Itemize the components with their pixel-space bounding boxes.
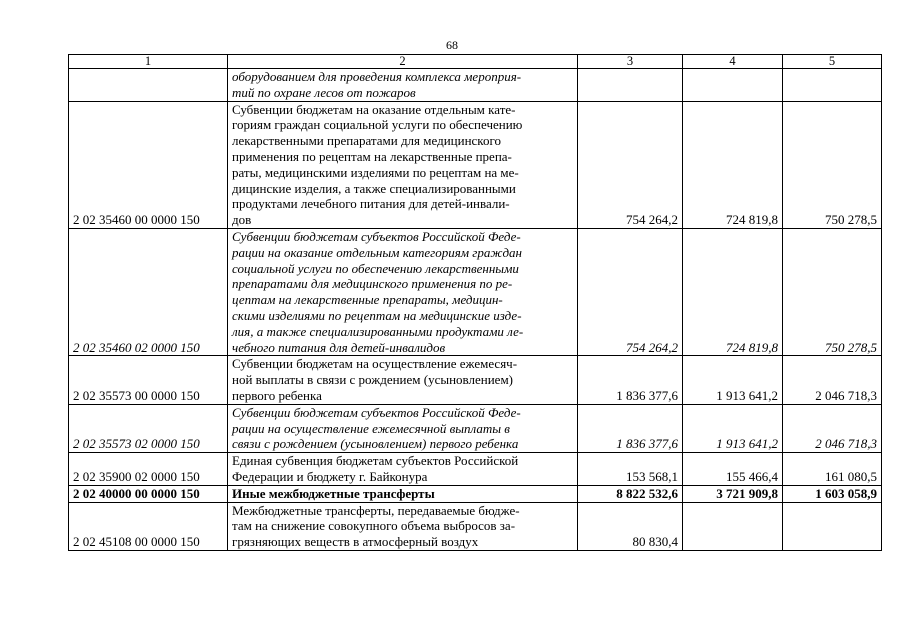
description-line: грязняющих веществ в атмосферный воздух — [232, 534, 479, 550]
table-row — [69, 356, 882, 404]
description-cell — [228, 453, 578, 486]
amount-cell-3: 754 264,2 — [578, 101, 683, 228]
table-row — [69, 404, 882, 452]
amount-cell-5 — [783, 502, 882, 550]
column-header: 3 — [578, 55, 683, 69]
description-line: связи с рождением (усыновлением) первого ребенка — [232, 436, 519, 452]
amount-cell-5: 750 278,5 — [783, 101, 882, 228]
description-cell — [228, 485, 578, 502]
budget-code-cell: 2 02 35900 02 0000 150 — [69, 453, 228, 486]
budget-code-cell — [69, 69, 228, 102]
description-line: Иные межбюджетные трансферты — [232, 485, 435, 501]
amount-cell-3: 8 822 532,6 — [578, 485, 683, 502]
amount-cell-4: 1 913 641,2 — [683, 356, 783, 404]
column-header: 4 — [683, 55, 783, 69]
description-line: раты, медицинскими изделиями по рецептам на ме- — [232, 164, 519, 180]
description-line: препаратами для медицинского применения по ре- — [232, 276, 513, 292]
description-line: рации на оказание отдельным категориям граждан — [232, 244, 522, 260]
description-line: Федерации и бюджету г. Байконура — [232, 468, 428, 484]
budget-code-cell: 2 02 35460 00 0000 150 — [69, 101, 228, 228]
budget-code-cell: 2 02 45108 00 0000 150 — [69, 502, 228, 550]
amount-cell-4 — [683, 69, 783, 102]
description-line: Субвенции бюджетам субъектов Российской Феде- — [232, 228, 521, 244]
description-line: рации на осуществление ежемесячной выплаты в — [232, 420, 510, 436]
description-line: Субвенции бюджетам на осуществление ежемесяч- — [232, 356, 518, 372]
budget-code-cell: 2 02 35573 02 0000 150 — [69, 404, 228, 452]
description-line: скими изделиями по рецептам на медицинские изде- — [232, 307, 522, 323]
amount-cell-4 — [683, 502, 783, 550]
amount-cell-5: 750 278,5 — [783, 228, 882, 355]
amount-cell-3: 754 264,2 — [578, 228, 683, 355]
description-line: ной выплаты в связи с рождением (усыновлением) — [232, 372, 514, 388]
table-row — [69, 502, 882, 550]
amount-cell-4: 155 466,4 — [683, 453, 783, 486]
description-line: там на снижение совокупного объема выбросов за- — [232, 518, 516, 534]
budget-code-cell: 2 02 35573 00 0000 150 — [69, 356, 228, 404]
table-row — [69, 485, 882, 502]
description-line: лекарственными препаратами для медицинского — [232, 133, 501, 149]
description-line: гориям граждан социальной услуги по обеспечению — [232, 117, 523, 133]
amount-cell-3: 1 836 377,6 — [578, 356, 683, 404]
amount-cell-4: 724 819,8 — [683, 228, 783, 355]
page-number: 68 — [446, 38, 458, 52]
amount-cell-5 — [783, 69, 882, 102]
description-line: лия, а также специализированными продуктами ле- — [232, 323, 524, 339]
amount-cell-3: 80 830,4 — [578, 502, 683, 550]
amount-cell-5: 2 046 718,3 — [783, 404, 882, 452]
description-cell — [228, 502, 578, 550]
description-line: оборудованием для проведения комплекса мероприя- — [232, 69, 522, 84]
description-line: дов — [232, 212, 252, 228]
description-line: цептам на лекарственные препараты, медицин- — [232, 292, 503, 308]
table-row — [69, 69, 882, 102]
amount-cell-3: 1 836 377,6 — [578, 404, 683, 452]
amount-cell-5: 161 080,5 — [783, 453, 882, 486]
column-header: 2 — [228, 55, 578, 69]
description-line: чебного питания для детей-инвалидов — [232, 339, 446, 355]
description-line: применения по рецептам на лекарственные препа- — [232, 148, 512, 164]
table-row — [69, 101, 882, 228]
budget-table — [68, 54, 882, 551]
description-cell — [228, 69, 578, 102]
description-line: тий по охране лесов от пожаров — [232, 84, 416, 100]
description-line: Единая субвенция бюджетам субъектов Российской — [232, 453, 519, 469]
description-cell — [228, 356, 578, 404]
description-line: дицинские изделия, а также специализированными — [232, 180, 516, 196]
description-cell — [228, 404, 578, 452]
amount-cell-4: 3 721 909,8 — [683, 485, 783, 502]
budget-code-cell: 2 02 40000 00 0000 150 — [69, 485, 228, 502]
amount-cell-3 — [578, 69, 683, 102]
budget-code-cell: 2 02 35460 02 0000 150 — [69, 228, 228, 355]
amount-cell-3: 153 568,1 — [578, 453, 683, 486]
description-cell — [228, 101, 578, 228]
amount-cell-4: 1 913 641,2 — [683, 404, 783, 452]
amount-cell-5: 2 046 718,3 — [783, 356, 882, 404]
description-line: социальной услуги по обеспечению лекарственными — [232, 260, 519, 276]
column-header: 1 — [69, 55, 228, 69]
description-line: Субвенции бюджетам субъектов Российской Феде- — [232, 404, 521, 420]
amount-cell-5: 1 603 058,9 — [783, 485, 882, 502]
description-line: Субвенции бюджетам на оказание отдельным кате- — [232, 101, 516, 117]
table-row — [69, 228, 882, 355]
column-header: 5 — [783, 55, 882, 69]
table-row — [69, 453, 882, 486]
description-cell — [228, 228, 578, 355]
description-line: первого ребенка — [232, 387, 322, 403]
table-body — [69, 69, 882, 551]
description-line: Межбюджетные трансферты, передаваемые бюдже- — [232, 502, 520, 518]
amount-cell-4: 724 819,8 — [683, 101, 783, 228]
description-line: продуктами лечебного питания для детей-инвали- — [232, 196, 510, 212]
table-header-row — [69, 55, 882, 69]
